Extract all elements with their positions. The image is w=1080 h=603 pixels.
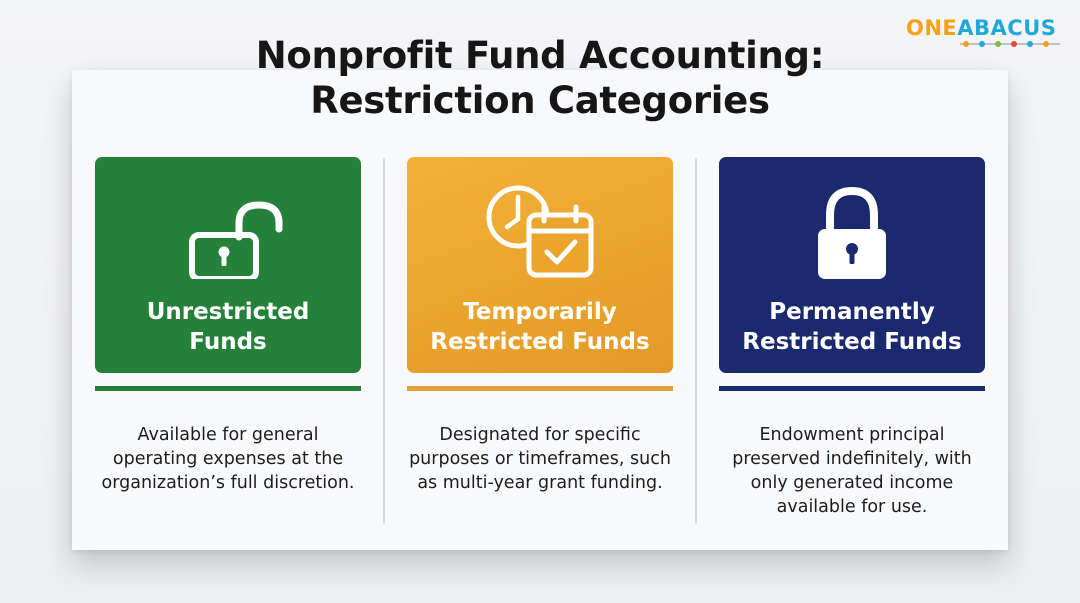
unrestricted-funds-card [95, 157, 361, 373]
clock-calendar-icon [407, 179, 673, 279]
desc-line: operating expenses at the [112, 449, 344, 469]
card-label-line-2: Restricted Funds [430, 329, 650, 355]
locked-padlock-icon [719, 179, 985, 279]
unlocked-padlock-icon [95, 179, 361, 279]
desc-line: Available for general [137, 425, 319, 445]
column-divider-1 [383, 158, 385, 524]
temporarily-restricted-funds-card [407, 157, 673, 373]
column-divider-2 [695, 158, 697, 524]
card-label-line-2: Funds [189, 329, 267, 355]
card-label-line-1: Permanently [769, 299, 935, 325]
logo-text-abacus: ABACUS [957, 16, 1057, 40]
permanently-restricted-funds-card [719, 157, 985, 373]
oneabacus-logo [906, 16, 1066, 50]
logo-text-one: ONE [906, 16, 958, 40]
desc-line: Endowment principal [759, 425, 945, 445]
desc-line: organization’s full discretion. [101, 473, 355, 493]
permanently-underline [719, 386, 985, 391]
desc-line: as multi-year grant funding. [417, 473, 663, 493]
temporarily-description [395, 423, 685, 495]
card-label [407, 297, 673, 357]
abacus-beads-icon [958, 40, 1062, 48]
temporarily-underline [407, 386, 673, 391]
card-label [95, 297, 361, 357]
permanently-description [707, 423, 997, 519]
card-label [719, 297, 985, 357]
desc-line: available for use. [776, 497, 928, 517]
title-line-1: Nonprofit Fund Accounting: [255, 34, 825, 77]
card-label-line-1: Temporarily [463, 299, 617, 325]
desc-line: preserved indefinitely, with [732, 449, 972, 469]
unrestricted-description [83, 423, 373, 495]
desc-line: Designated for specific [439, 425, 641, 445]
card-label-line-2: Restricted Funds [742, 329, 962, 355]
desc-line: only generated income [750, 473, 954, 493]
title-line-2: Restriction Categories [310, 79, 770, 122]
card-label-line-1: Unrestricted [146, 299, 310, 325]
unrestricted-underline [95, 386, 361, 391]
desc-line: purposes or timeframes, such [409, 449, 671, 469]
